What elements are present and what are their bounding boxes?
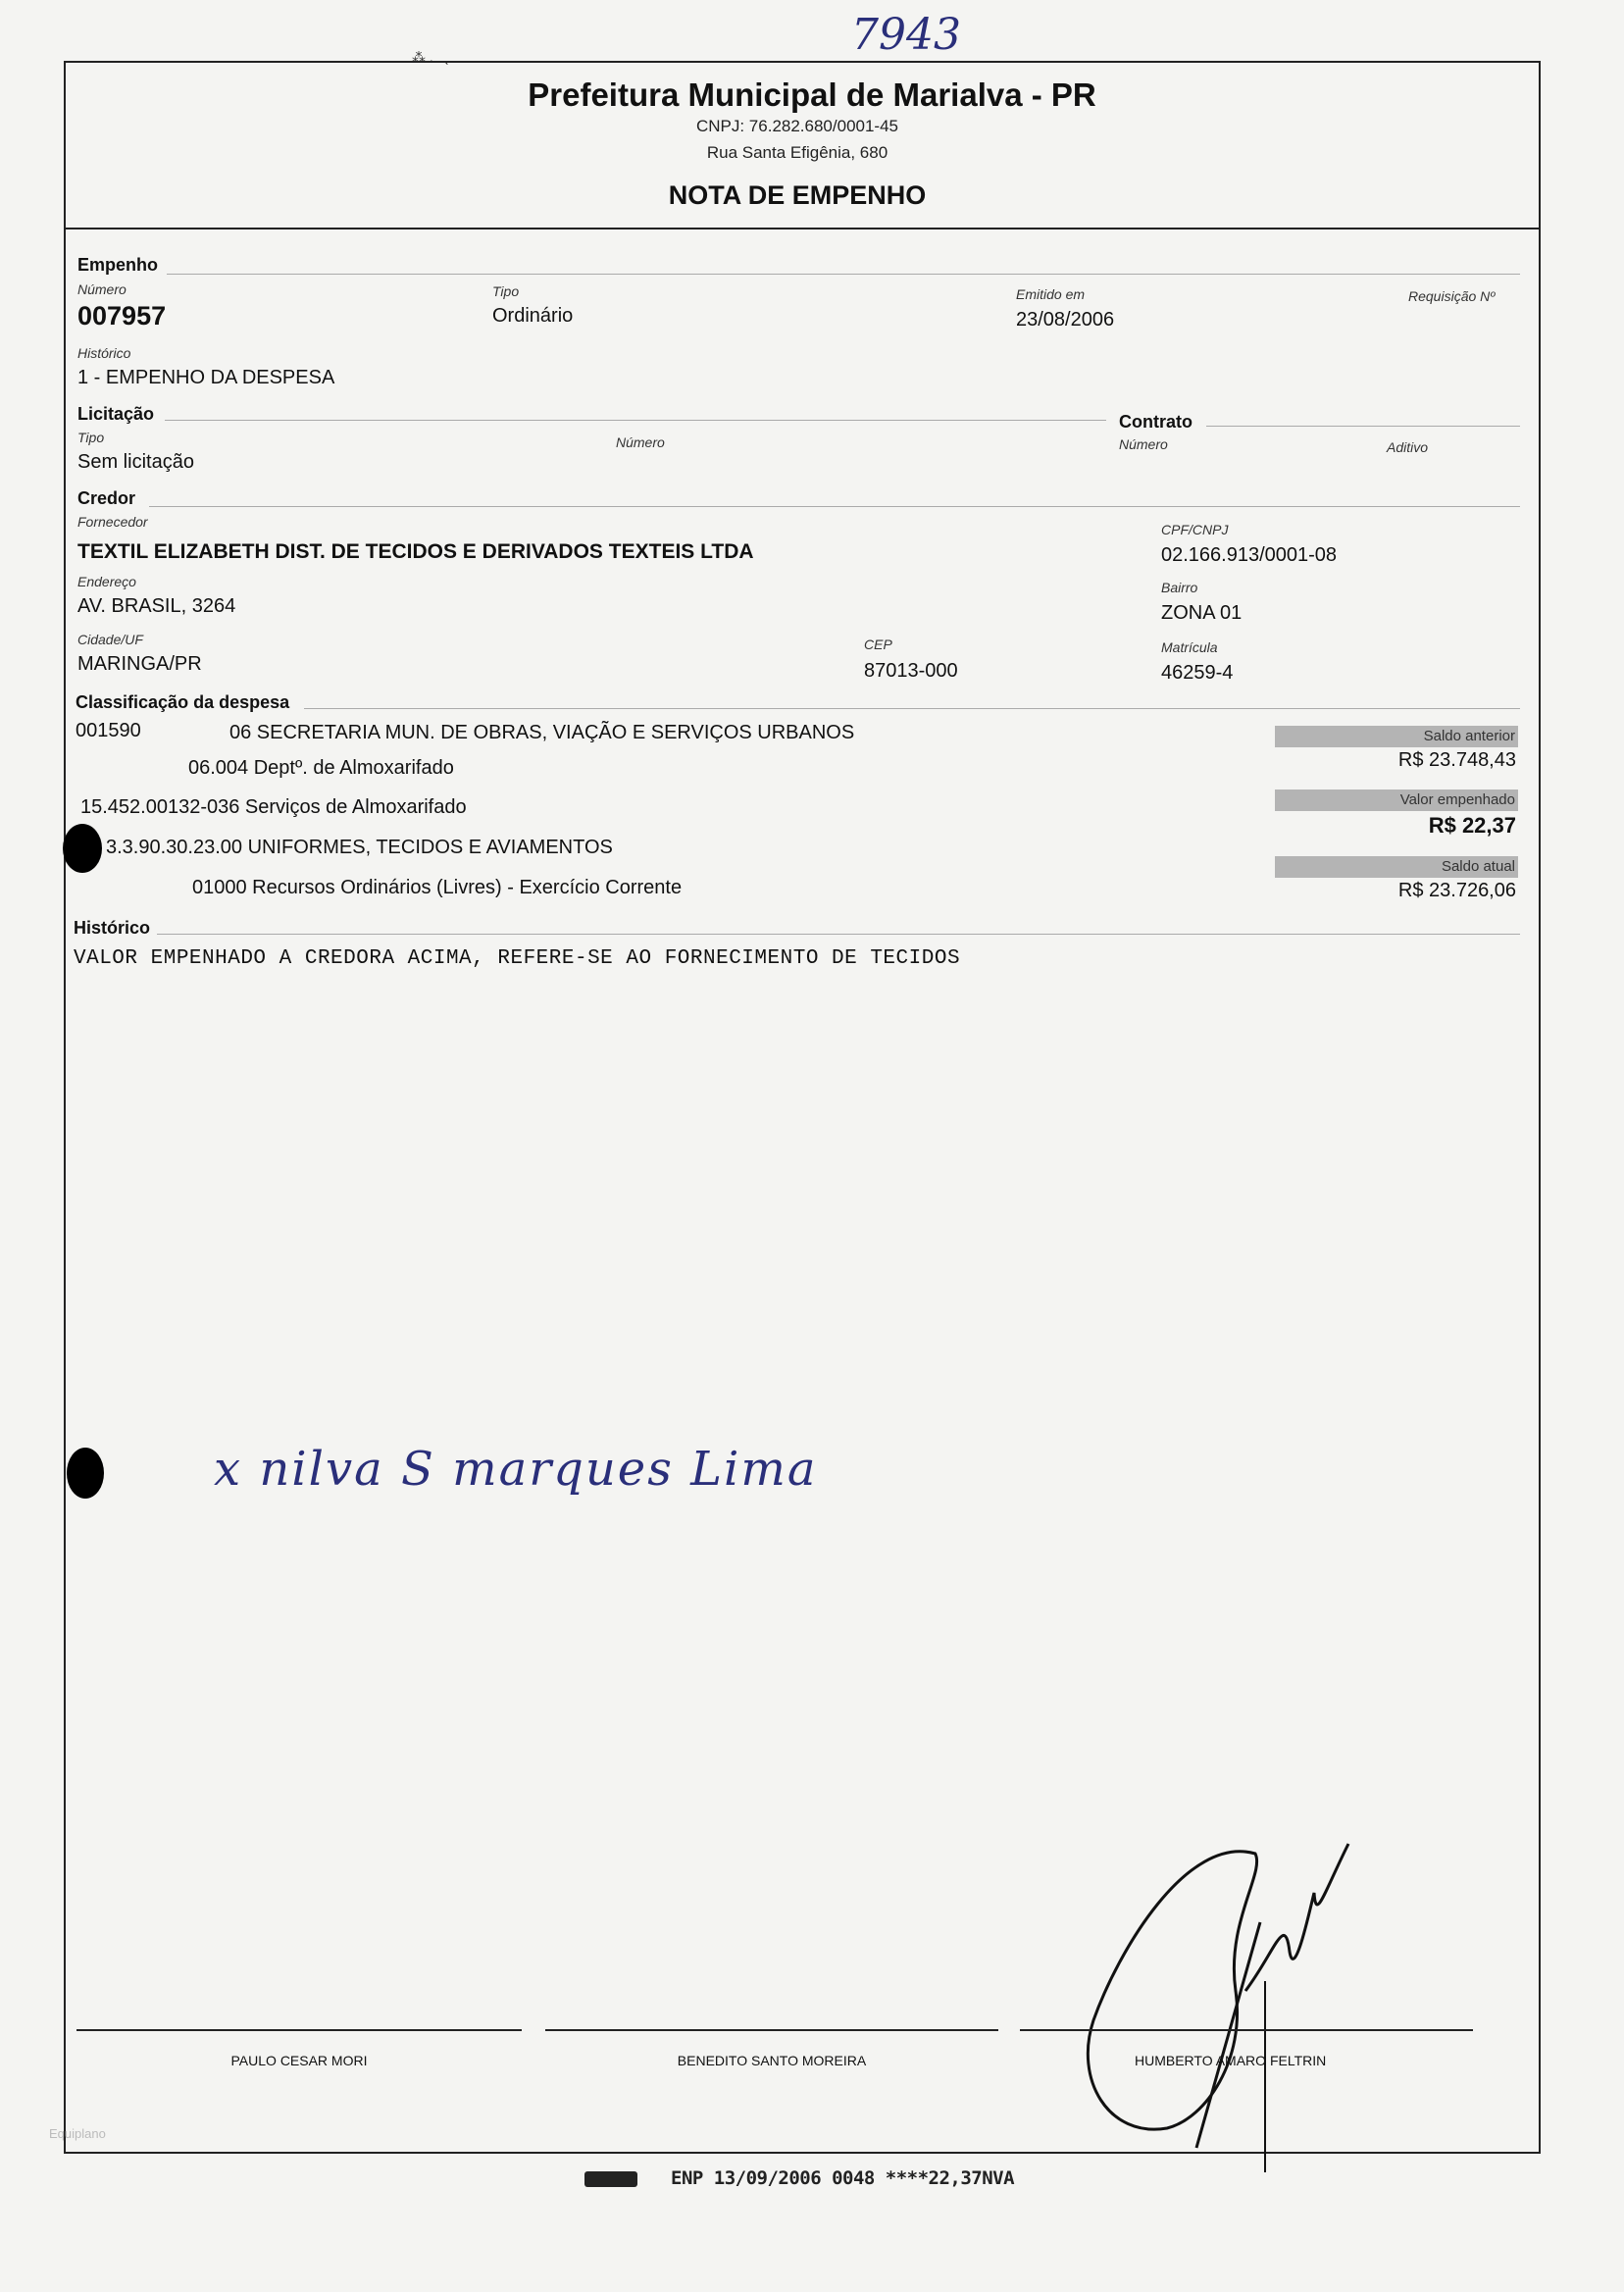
classificacao-elemento: 3.3.90.30.23.00 UNIFORMES, TECIDOS E AVIAMENTOS [106, 837, 613, 858]
cpf-label: CPF/CNPJ [1161, 522, 1229, 537]
document-title: NOTA DE EMPENHO [668, 180, 927, 210]
cnpj-line: CNPJ: 76.282.680/0001-45 [695, 117, 899, 135]
endereco-label: Endereço [77, 574, 136, 589]
saldo-atual-label: Saldo atual [1275, 856, 1518, 878]
signatory-2: BENEDITO SANTO MOREIRA [677, 2053, 867, 2068]
empenho-tipo: Ordinário [492, 305, 574, 327]
software-credit: Equiplano [49, 2126, 106, 2141]
valor-empenhado-label: Valor empenhado [1275, 789, 1518, 811]
saldo-atual-value: R$ 23.726,06 [1397, 880, 1516, 901]
handwritten-page-number: 7943 [851, 10, 961, 60]
licitacao-tipo-label: Tipo [77, 430, 105, 445]
signature-scribble [1049, 1834, 1383, 2177]
cep-label: CEP [864, 637, 892, 652]
scan-marks: ⁂ . ˎ [412, 49, 450, 65]
contrato-rule [1206, 426, 1520, 427]
signatory-1: PAULO CESAR MORI [230, 2053, 368, 2068]
punch-hole [67, 1448, 104, 1499]
credor-rule [149, 506, 1520, 507]
cep-value: 87013-000 [864, 660, 958, 682]
municipality-title: Prefeitura Municipal de Marialva - PR [528, 76, 1096, 113]
empenho-rule [167, 274, 1520, 275]
classificacao-recurso: 01000 Recursos Ordinários (Livres) - Exercício Corrente [192, 877, 683, 898]
cpf-value: 02.166.913/0001-08 [1161, 544, 1338, 566]
emitido-date: 23/08/2006 [1016, 309, 1115, 331]
header-divider [64, 228, 1539, 229]
bank-stamp: ENP 13/09/2006 0048 ****22,37NVA [671, 2167, 1015, 2189]
contrato-numero-label: Número [1119, 436, 1168, 452]
historico-rule [157, 934, 1520, 935]
bairro-value: ZONA 01 [1161, 602, 1243, 624]
licitacao-rule [165, 420, 1106, 421]
aditivo-label: Aditivo [1387, 439, 1429, 455]
matricula-label: Matrícula [1161, 639, 1218, 655]
signature-line-1 [76, 2029, 522, 2031]
historico-section-title: Histórico [74, 918, 151, 938]
licitacao-tipo: Sem licitação [77, 451, 194, 473]
empenho-numero-label: Número [77, 281, 127, 297]
licitacao-section-title: Licitação [77, 404, 155, 424]
stamp-logo [584, 2171, 637, 2187]
requisicao-label: Requisição Nº [1408, 288, 1496, 304]
contrato-section-title: Contrato [1119, 412, 1193, 432]
classificacao-section-title: Classificação da despesa [76, 692, 290, 712]
empenho-tipo-label: Tipo [492, 283, 520, 299]
signature-line-3 [1020, 2029, 1473, 2031]
fornecedor-label: Fornecedor [77, 514, 148, 530]
handwritten-note: x nilva S marques Lima [214, 1442, 818, 1497]
punch-hole [63, 824, 102, 873]
emitido-label: Emitido em [1016, 286, 1086, 302]
licitacao-numero-label: Número [616, 434, 665, 450]
fornecedor-name: TEXTIL ELIZABETH DIST. DE TECIDOS E DERIVADOS TEXTEIS LTDA [77, 540, 754, 563]
classificacao-rule [304, 708, 1520, 709]
endereco-value: AV. BRASIL, 3264 [77, 595, 236, 617]
address-line: Rua Santa Efigênia, 680 [706, 143, 888, 162]
historico-text: VALOR EMPENHADO A CREDORA ACIMA, REFERE-SE AO FORNECIMENTO DE TECIDOS [74, 947, 961, 970]
signatory-3: HUMBERTO AMARO FELTRIN [1135, 2053, 1327, 2068]
empenho-historico: 1 - EMPENHO DA DESPESA [77, 367, 335, 388]
classificacao-orgao: 06 SECRETARIA MUN. DE OBRAS, VIAÇÃO E SERVIÇOS URBANOS [229, 722, 855, 743]
classificacao-code: 001590 [76, 720, 141, 741]
matricula-value: 46259-4 [1161, 662, 1234, 684]
cidade-value: MARINGA/PR [77, 653, 202, 675]
classificacao-unidade: 06.004 Deptº. de Almoxarifado [188, 757, 454, 779]
empenho-numero: 007957 [77, 301, 167, 331]
classificacao-funcional: 15.452.00132-036 Serviços de Almoxarifado [80, 796, 467, 818]
empenho-section-title: Empenho [77, 255, 159, 275]
saldo-anterior-value: R$ 23.748,43 [1397, 749, 1516, 771]
cidade-label: Cidade/UF [77, 632, 143, 647]
valor-empenhado-value: R$ 22,37 [1428, 813, 1516, 838]
bairro-label: Bairro [1161, 580, 1198, 595]
signature-line-2 [545, 2029, 998, 2031]
saldo-anterior-label: Saldo anterior [1275, 726, 1518, 747]
credor-section-title: Credor [77, 488, 136, 508]
empenho-historico-label: Histórico [77, 345, 131, 361]
